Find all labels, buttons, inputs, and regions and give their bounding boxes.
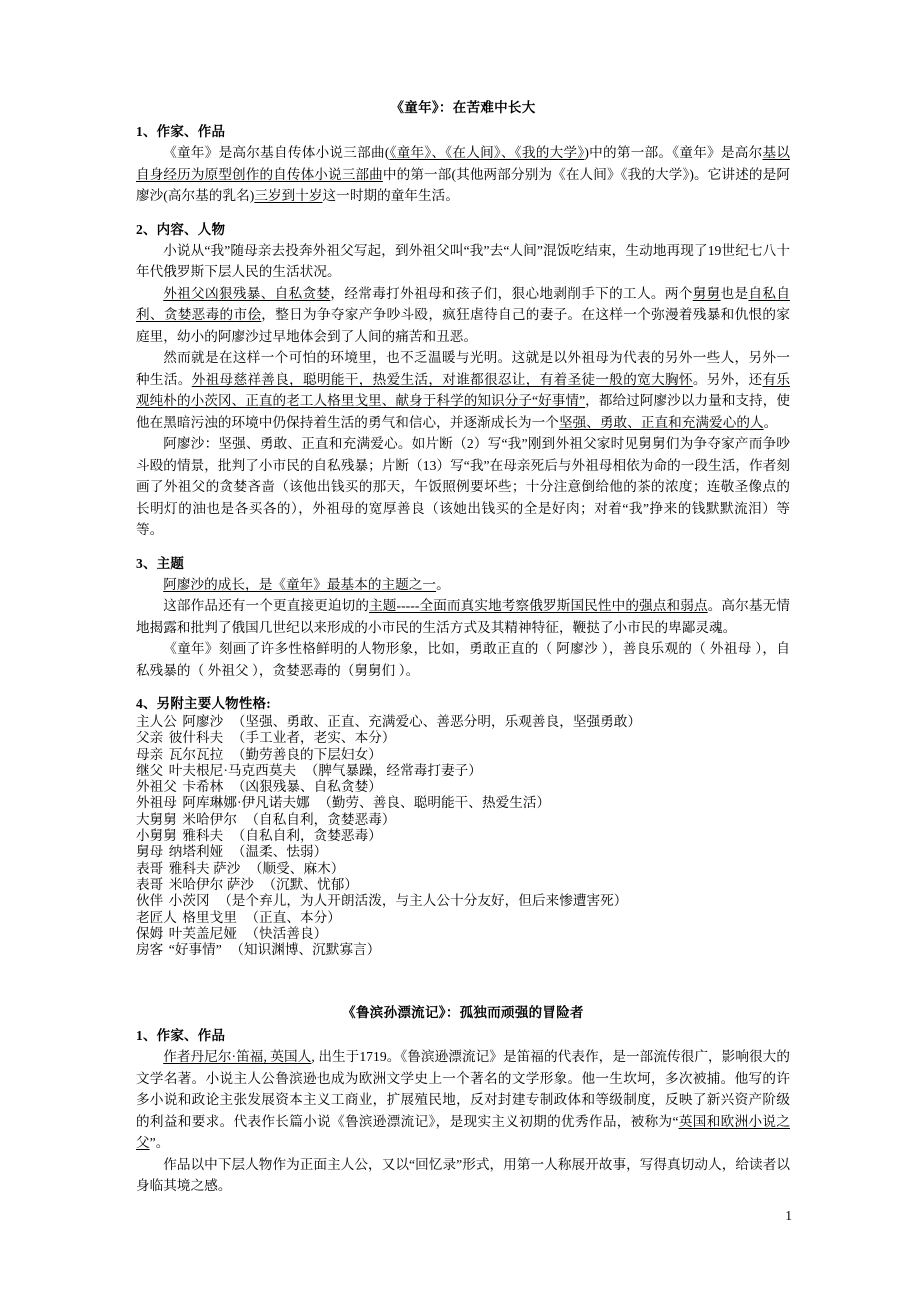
- character-trait-row: [136, 714, 790, 730]
- character-role: 老匠人: [136, 909, 177, 925]
- character-name: 米哈伊尔: [178, 811, 237, 827]
- text-run: 。: [436, 576, 450, 592]
- underlined-text-run: 基以自身经历为原型创作的自传体小说三部曲: [136, 145, 790, 182]
- paragraph-tongnian-author: [136, 142, 790, 207]
- character-role: 继父: [136, 762, 164, 778]
- character-name: 卡希林: [178, 779, 224, 795]
- heading-1-author-work: 1、作家、作品: [136, 124, 226, 139]
- document-body: [136, 98, 790, 1197]
- text-run: 这一时期的童年生活。: [322, 188, 459, 203]
- underlined-text-run: 英国和欧洲小说之父: [136, 1113, 791, 1151]
- text-run: 也是: [720, 285, 749, 301]
- underlined-text-run: 三岁到十岁: [254, 188, 323, 203]
- character-name: 小茨冈: [165, 893, 210, 909]
- character-name: 纳塔利娅: [165, 844, 224, 860]
- character-traits: （沉默、忧郁）: [259, 876, 359, 892]
- text-run: 。: [763, 414, 778, 430]
- character-trait-row: [136, 747, 790, 763]
- character-trait-row: [136, 893, 790, 909]
- paragraph-theme-2: [136, 595, 790, 638]
- paragraph-lubinsun-2: [136, 1154, 790, 1197]
- character-name: 阿廖沙: [178, 714, 224, 729]
- paragraph-content-1: [136, 240, 790, 283]
- character-role: 表哥: [136, 876, 164, 892]
- character-role: 保姆: [136, 925, 164, 941]
- page-number: 1: [785, 1208, 792, 1223]
- spacer: [136, 207, 790, 220]
- paragraph-content-2: [136, 283, 790, 348]
- underlined-text-run: 舅舅: [692, 285, 721, 301]
- character-trait-row: [136, 779, 790, 795]
- character-traits: （勤劳、善良、聪明能干、热爱生活）: [314, 795, 551, 811]
- text-run: ，都给过阿廖沙以力量和支持，使他在黑暗污浊的环境中仍保持着生活的勇气和信心，并逐渐成长为一个: [136, 393, 791, 430]
- character-trait-row: [136, 910, 790, 926]
- text-run: 小说从“我”随母亲去投奔外祖父写起，到外祖父叫“我”去“人间”混饭吃结束，生动地再现了19世纪七八十年代俄罗斯下层人民的生活状况。: [136, 242, 790, 279]
- spacer: [136, 541, 790, 554]
- text-run: 中的第一部(其他两部分别为《在人间》《我的大学》)。它讲述的是阿廖沙(高尔基的乳名): [136, 166, 790, 203]
- text-run: ，整日为争夺家产争吵斗殴，疯狂虐待自己的妻子。在这样一个弥漫着残暴和仇恨的家庭里，幼小的阿廖沙过早地体会到了人间的痛苦和丑恶。: [136, 307, 790, 344]
- character-role: 母亲: [136, 746, 164, 762]
- character-name: 格里戈里: [178, 909, 237, 925]
- character-traits: （顺受、麻木）: [245, 860, 345, 876]
- heading-lubinsun-author-work: 1、作家、作品: [136, 1028, 226, 1044]
- character-name: 叶芙盖尼娅: [165, 925, 237, 941]
- underlined-text-run: 作者丹尼尔·笛福, 英国人: [163, 1049, 312, 1065]
- character-name: 彼什科夫: [165, 730, 224, 746]
- character-role: 外祖父: [136, 779, 177, 795]
- character-traits: （自私自利，贪婪恶毒）: [228, 828, 382, 844]
- text-run: )中的第一部。《童年》是高尔: [584, 145, 763, 160]
- character-traits: （自私自利，贪婪恶毒）: [241, 811, 396, 827]
- spacer: [136, 681, 790, 694]
- underlined-text-run: 阿廖沙的成长，是《童年》最基本的主题之一: [163, 576, 437, 592]
- character-trait-row: [136, 812, 790, 828]
- underlined-text-run: 有乐观纯朴的小茨冈、正直的老工人格里戈里、献身于科学的知识分子“好事情”: [136, 371, 791, 408]
- character-trait-row: [136, 877, 790, 893]
- text-run: 《童年》刻画了许多性格鲜明的人物形象，比如，勇敢正直的（ 阿廖沙 ），善良乐观的（ 外祖母 ），自私残暴的（ 外祖父 ），贪婪恶毒的（舅舅们 ）。: [136, 641, 790, 678]
- paragraph-content-4: [136, 433, 790, 541]
- text-run: 这部作品还有一个更直接更迫切的: [163, 598, 370, 613]
- paragraph-theme-3: [136, 638, 790, 681]
- character-traits: （知识渊博、沉默寡言）: [226, 942, 381, 958]
- character-name: 雅科夫: [178, 828, 224, 844]
- text-run: , 出生于1719。《鲁滨逊漂流记》是笛福的代表作，是一部流传很广，影响很大的文学名著。小说主人公鲁滨逊也成为欧洲文学史上一个著名的文学形象。他一生坎坷，多次被捕。他写的许多小说和政论主张发展资本主义工商业，扩展殖民地，反对封建专制政体和等级制度，反映了新兴资产阶级的利益和要求。代表作长篇小说《鲁滨逊漂流记》，是现实主义初期的优秀作品，被称为“: [136, 1049, 790, 1129]
- underlined-text-run: 外祖父凶狠残暴、自私贪婪: [163, 285, 331, 301]
- character-role: 大舅舅: [136, 811, 177, 827]
- paragraph-theme-1: [136, 574, 790, 596]
- character-name: 阿库琳娜·伊凡诺夫娜: [178, 795, 310, 811]
- text-run: 《童年》是高尔基自传体小说三部曲(: [163, 145, 390, 160]
- character-trait-row: [136, 795, 790, 811]
- character-role: 小舅舅: [136, 828, 177, 844]
- character-role: 房客: [136, 942, 164, 958]
- character-name: “好事情”: [165, 942, 222, 958]
- heading-4-character-traits: 4、另附主要人物性格:: [136, 696, 271, 711]
- underlined-text-run: 主题-----全面而真实地考察俄罗斯国民性中的强点和弱点: [369, 598, 708, 613]
- character-traits: （快活善良）: [241, 925, 328, 941]
- underlined-text-run: 自私自利、贪婪恶毒的市侩: [136, 285, 790, 322]
- text-run: ”。: [149, 1135, 170, 1151]
- character-trait-row: [136, 763, 790, 779]
- paragraph-content-3: [136, 347, 790, 433]
- text-run: 作品以中下层人物作为正面主人公，又以“回忆录”形式，用第一人称展开故事，写得真切动人，给读者以身临其境之感。: [136, 1156, 790, 1194]
- character-traits: （勤劳善良的下层妇女）: [228, 746, 382, 762]
- character-name: 叶夫根尼·马克西莫夫: [165, 762, 297, 778]
- underlined-text-run: 坚强、勇敢、正直和充满爱心的人: [558, 414, 764, 430]
- character-traits: （正直、本分）: [241, 909, 341, 925]
- character-trait-row: [136, 844, 790, 860]
- heading-2-content-characters: 2、内容、人物: [136, 221, 226, 237]
- character-role: 外祖母: [136, 795, 177, 811]
- character-name: 瓦尔瓦拉: [165, 746, 224, 762]
- character-trait-row: [136, 861, 790, 877]
- character-trait-row: [136, 942, 790, 958]
- character-trait-row: [136, 828, 790, 844]
- underlined-text-run: 《童年》、《在人间》、《我的大学》: [389, 145, 585, 160]
- character-trait-row: [136, 926, 790, 942]
- character-traits: （温柔、怯弱）: [228, 844, 328, 860]
- character-trait-list: [136, 714, 790, 958]
- character-traits: （坚强、勇敢、正直、充满爱心、善恶分明，乐观善良，坚强勇敢）: [228, 714, 642, 729]
- text-run: 。高尔基无情地揭露和批判了俄国几世纪以来形成的小市民的生活方式及其精神特征，鞭挞了小市民的卑鄙灵魂。: [136, 598, 790, 635]
- character-traits: （凶狠残暴、自私贪婪）: [228, 779, 382, 795]
- character-role: 伙伴: [136, 893, 164, 909]
- spacer: [136, 958, 790, 1003]
- section-title-lubinsun: 《鲁滨孙漂流记》：孤独而顽强的冒险者: [342, 1005, 584, 1021]
- section-title-tongnian: 《童年》：在苦难中长大: [390, 100, 536, 115]
- underlined-text-run: 外祖母慈祥善良，聪明能干，热爱生活，对谁都很忍让，有着圣徒一般的宽大胸怀: [191, 371, 693, 387]
- character-trait-row: [136, 730, 790, 746]
- text-run: 。另外，还: [692, 371, 763, 387]
- character-traits: （脾气暴躁，经常毒打妻子）: [301, 762, 482, 778]
- character-name: 米哈伊尔 萨沙: [165, 876, 255, 892]
- text-run: 然而就是在这样一个可怕的环境里，也不乏温暖与光明。这就是以外祖母为代表的另外一些人，另外一种生活。: [136, 350, 790, 387]
- text-run: 阿廖沙：坚强、勇敢、正直和充满爱心。如片断（2）写“我”刚到外祖父家时见舅舅们为争夺家产而争吵斗殴的情景，批判了小市民的自私残暴；片断（13）写“我”在母亲死后与外祖母相依为命的一段生活，作者刻画了外祖父的贪婪吝啬（该他出钱买的那天，午饭照例要坏些；十分注意倒给他的茶的浓度；连敬圣像点的长明灯的油也是各买各的），外祖母的宽厚善良（该她出钱买的全是好肉；对着“我”挣来的钱默默流泪）等等。: [136, 436, 790, 537]
- character-role: 表哥: [136, 860, 164, 876]
- character-traits: （是个弃儿，为人开朗活泼，与主人公十分友好，但后来惨遭害死）: [214, 893, 628, 909]
- character-role: 舅母: [136, 844, 164, 860]
- character-name: 雅科夫 萨沙: [165, 860, 241, 876]
- text-run: ，经常毒打外祖母和孩子们，狠心地剥削手下的工人。两个: [330, 285, 693, 301]
- paragraph-lubinsun-1: [136, 1046, 790, 1154]
- character-traits: （手工业者，老实、本分）: [228, 730, 396, 746]
- heading-3-theme: 3、主题: [136, 555, 185, 571]
- character-role: 主人公: [136, 714, 177, 729]
- character-role: 父亲: [136, 730, 164, 746]
